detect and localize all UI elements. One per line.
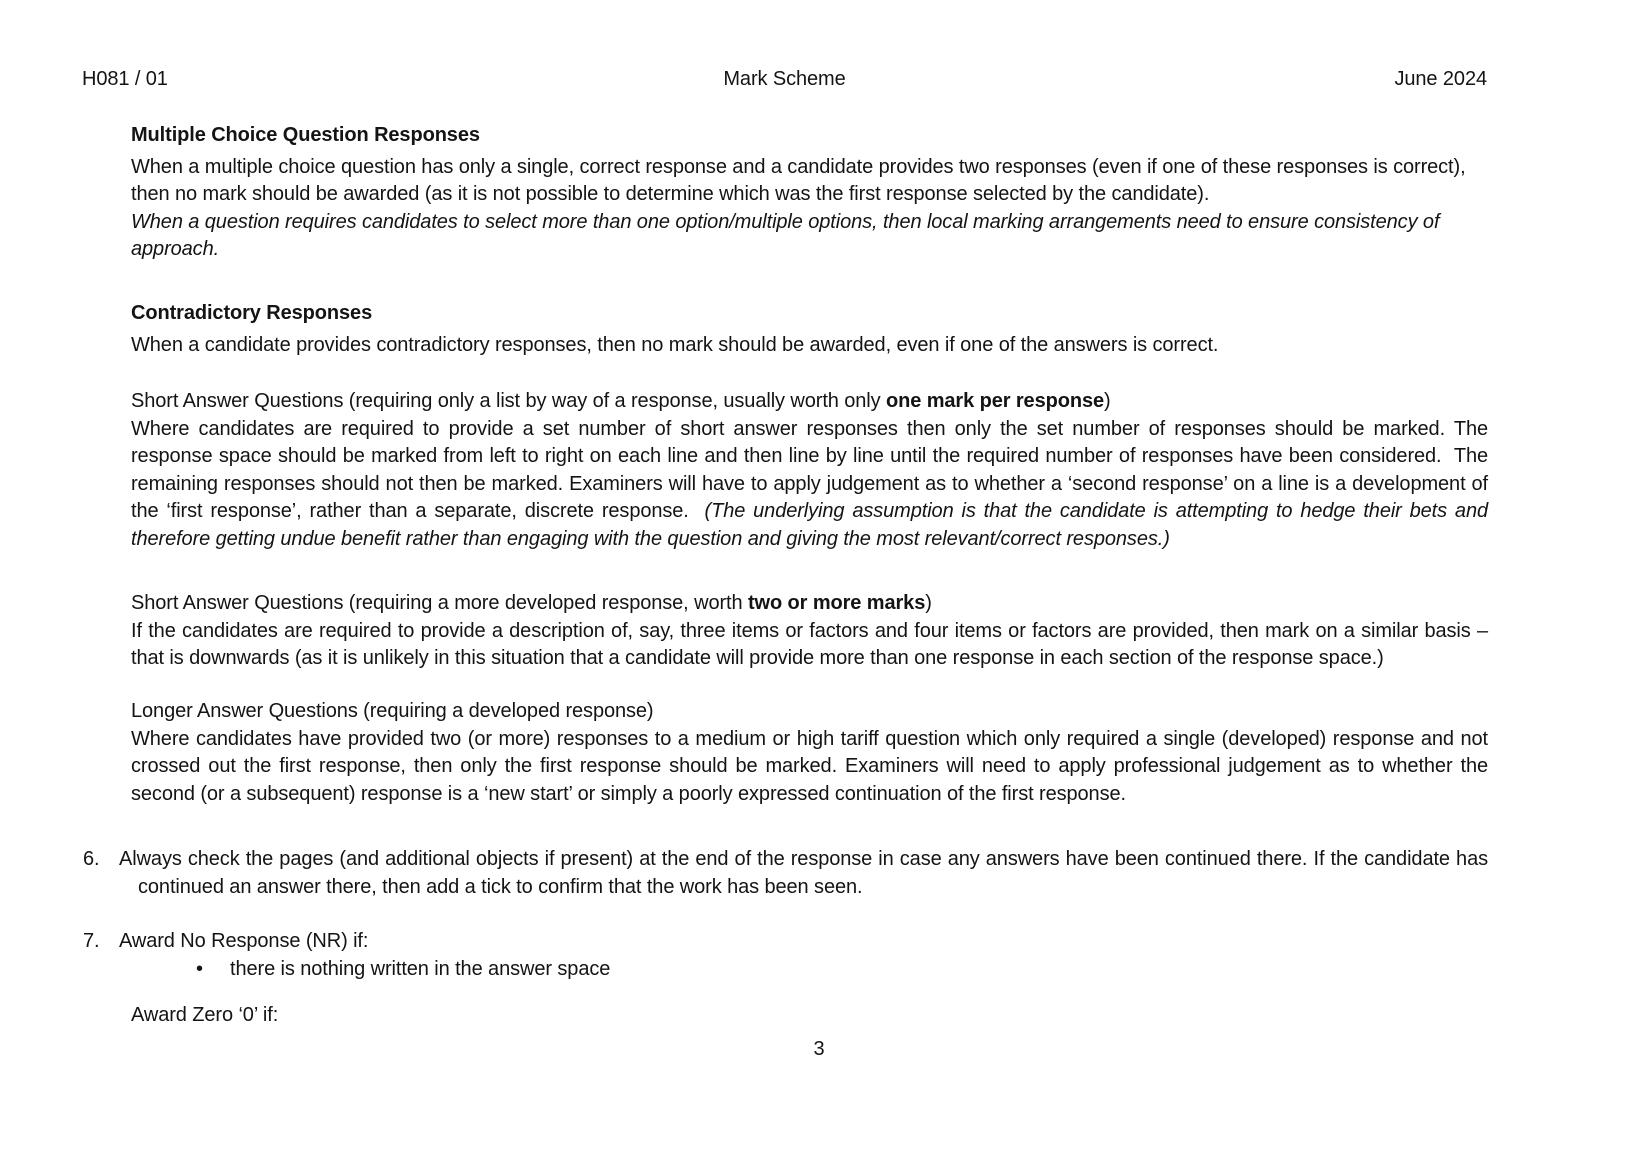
numbered-item-7-body [83, 928, 1488, 956]
paragraph-text: Where candidates are required to provide a set number of short answer responses then only the set number of responses should be marked. The response space should be marked from left to right on each line and then line by line until the required number of responses have been considered. The remaining responses should not then be marked. Examiners will have to apply judgement as to whether a ‘second response’ on a line is a development of the ‘first response’, rather than a separate, discrete response. [131, 417, 1494, 522]
paragraph-multiple-choice-italic: When a question requires candidates to select more than one option/multiple options, then local marking arrangements need to ensure consistency of approach. [131, 210, 1440, 260]
section-heading-short-answer-list [131, 388, 1488, 416]
heading-text: Short Answer Questions (requiring a more developed response, worth [131, 592, 748, 614]
heading-text: ) [925, 592, 932, 614]
numbered-item-6 [83, 846, 1488, 901]
page-header [82, 66, 1487, 94]
numbered-item-6-body [83, 846, 1488, 901]
heading-text: Short Answer Questions (requiring only a list by way of a response, usually worth only [131, 390, 887, 412]
paragraph-italic-text: (The underlying assumption is that the candidate is attempting to hedge their bets and therefore getting undue benefit rather than engaging with the question and giving the most relevant/correct responses.) [131, 500, 1494, 550]
section-heading-multiple-choice: Multiple Choice Question Responses [131, 124, 480, 146]
item-text: Always check the pages (and additional objects if present) at the end of the response in case any answers have been continued there. If the candidate has continued an answer there, then add a tick to confirm that the work has been seen. [119, 848, 1488, 898]
section-heading-contradictory: Contradictory Responses [131, 302, 373, 324]
numbered-item-7 [83, 928, 1488, 983]
bullet-icon: • [196, 957, 203, 980]
paragraph-short-answer-list [131, 416, 1494, 554]
heading-bold-text: two or more marks [747, 592, 926, 614]
heading-bold-text: one mark per response [886, 390, 1105, 412]
section-short-answer-developed [131, 590, 1488, 673]
paragraph-contradictory: When a candidate provides contradictory responses, then no mark should be awarded, even if one of the answers is correct. [131, 333, 1219, 356]
section-heading-short-answer-developed [131, 590, 1488, 618]
paragraph-short-answer-developed: If the candidates are required to provide a description of, say, three items or factors and four items or factors are provided, then mark on a similar basis – that is downwards (as it is unlikely in this situation that a candidate will provide more than one response in each section of the response space.) [131, 619, 1488, 669]
bullet-item [83, 956, 1488, 984]
section-multiple-choice [131, 122, 1488, 264]
heading-text: ) [1104, 390, 1111, 412]
bullet-text: there is nothing written in the answer space [230, 957, 611, 980]
section-contradictory [131, 300, 1488, 359]
document-title: Mark Scheme [723, 68, 846, 90]
item-number: 6. [83, 848, 100, 870]
paragraph-longer-answer: Where candidates have provided two (or more) responses to a medium or high tariff question which only required a single (developed) response and not crossed out the first response, then only the first response should be marked. Examiners will need to apply professional judgement as to whether the second (or a subsequent) response is a ‘new start’ or simply a poorly expressed continuation of the first response. [131, 727, 1488, 805]
section-heading-longer-answer: Longer Answer Questions (requiring a developed response) [131, 700, 654, 722]
document-date: June 2024 [1394, 68, 1487, 90]
award-zero-line: Award Zero ‘0’ if: [131, 1004, 279, 1026]
document-code: H081 / 01 [82, 68, 168, 90]
section-short-answer-list [131, 388, 1494, 553]
item-text: Award No Response (NR) if: [119, 930, 369, 952]
item-number: 7. [83, 930, 100, 952]
page-number: 3 [813, 1038, 825, 1060]
paragraph-multiple-choice: When a multiple choice question has only a single, correct response and a candidate provides two responses (even if one of these responses is correct), then no mark should be awarded (as it is not possible to determine which was the first response selected by the candidate). [131, 155, 1466, 205]
section-longer-answer [131, 698, 1488, 808]
